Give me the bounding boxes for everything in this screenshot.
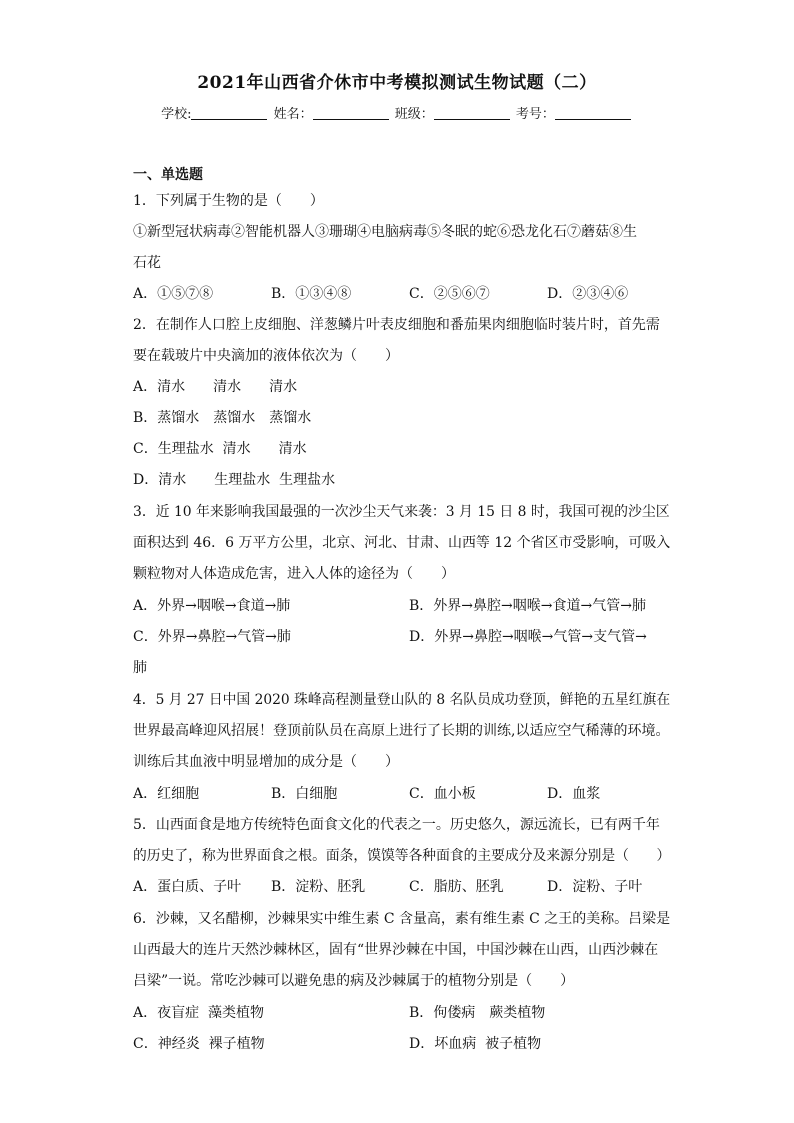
q6-option-a[interactable]: A．夜盲症 藻类植物 — [133, 1005, 265, 1021]
q5-option-b[interactable]: B．淀粉、胚乳 — [271, 879, 366, 895]
exam-title: 2021年山西省介休市中考模拟测试生物试题（二） — [197, 73, 597, 93]
q6-option-b[interactable]: B．佝偻病 蕨类植物 — [409, 1005, 546, 1021]
q3-option-d-wrap: 肺 — [133, 660, 147, 676]
q1-option-c[interactable]: C．②⑤⑥⑦ — [409, 286, 490, 302]
q4-option-d[interactable]: D．血浆 — [547, 786, 601, 802]
q2-option-d[interactable]: D．清水 生理盐水 生理盐水 — [133, 472, 336, 488]
q5-stem-line1: 5．山西面食是地方传统特色面食文化的代表之一。历史悠久，源远流长，已有两千年 — [133, 817, 660, 833]
q1-option-d[interactable]: D．②③④⑥ — [547, 286, 629, 302]
q2-option-b[interactable]: B．蒸馏水 蒸馏水 蒸馏水 — [133, 410, 312, 426]
q2-stem-line1: 2．在制作人口腔上皮细胞、洋葱鳞片叶表皮细胞和番茄果肉细胞临时装片时，首先需 — [133, 317, 660, 333]
q6-stem-line2: 山西最大的连片天然沙棘林区，固有“世界沙棘在中国，中国沙棘在山西，山西沙棘在 — [133, 942, 659, 958]
q3-stem-line3: 颗粒物对人体造成危害，进入人体的途径为（ ） — [133, 566, 455, 582]
q4-option-a[interactable]: A．红细胞 — [133, 786, 200, 802]
q4-stem-line1: 4．5 月 27 日中国 2020 珠峰高程测量登山队的 8 名队员成功登顶，鲜艳的五星红旗在 — [133, 692, 671, 708]
q5-option-d[interactable]: D．淀粉、子叶 — [547, 879, 643, 895]
q6-stem-line3: 吕梁”一说。常吃沙棘可以避免患的病及沙棘属于的植物分别是（ ） — [133, 973, 575, 989]
q2-stem-line2: 要在载玻片中央滴加的液体依次为（ ） — [133, 348, 399, 364]
q5-option-c[interactable]: C．脂肪、胚乳 — [409, 879, 504, 895]
student-info-line — [0, 103, 794, 122]
q6-option-c[interactable]: C．神经炎 裸子植物 — [133, 1036, 265, 1052]
exam-number-blank[interactable] — [555, 107, 631, 120]
q3-option-d[interactable]: D．外界→鼻腔→咽喉→气管→支气管→ — [409, 629, 647, 645]
school-label: 学校: — [161, 107, 192, 122]
exam-number-label: 考号： — [515, 107, 555, 122]
q2-option-c[interactable]: C．生理盐水 清水 清水 — [133, 441, 307, 457]
q1-items-line2: 石花 — [133, 255, 161, 271]
name-label: 姓名： — [273, 107, 313, 122]
class-label: 班级： — [394, 107, 434, 122]
q1-option-a[interactable]: A．①⑤⑦⑧ — [133, 286, 214, 302]
q2-option-a[interactable]: A．清水 清水 清水 — [133, 379, 298, 395]
q6-option-d[interactable]: D．坏血病 被子植物 — [409, 1036, 542, 1052]
q1-items-line1: ①新型冠状病毒②智能机器人③珊瑚④电脑病毒⑤冬眠的蛇⑥恐龙化石⑦蘑菇⑧生 — [133, 224, 637, 240]
q5-stem-line2: 的历史了，称为世界面食之根。面条，馍馍等各种面食的主要成分及来源分别是（ ） — [133, 848, 671, 864]
q3-option-c[interactable]: C．外界→鼻腔→气管→肺 — [133, 629, 291, 645]
q4-stem-line2: 世界最高峰迎风招展！登顶前队员在高原上进行了长期的训练,以适应空气稀薄的环境。 — [133, 723, 670, 739]
name-blank[interactable] — [313, 107, 389, 120]
q3-option-b[interactable]: B．外界→鼻腔→咽喉→食道→气管→肺 — [409, 598, 646, 614]
q3-stem-line2: 面积达到 46．6 万平方公里，北京、河北、甘肃、山西等 12 个省区市受影响，可吸入 — [133, 535, 671, 551]
q6-stem-line1: 6．沙棘，又名醋柳，沙棘果实中维生素 C 含量高，素有维生素 C 之王的美称。吕梁是 — [133, 911, 671, 927]
class-blank[interactable] — [434, 107, 510, 120]
school-blank[interactable] — [191, 107, 267, 120]
q4-option-c[interactable]: C．血小板 — [409, 786, 476, 802]
q5-option-a[interactable]: A．蛋白质、子叶 — [133, 879, 242, 895]
q1-stem: 1．下列属于生物的是（ ） — [133, 193, 324, 209]
section-heading: 一、单选题 — [133, 167, 203, 183]
q3-stem-line1: 3．近 10 年来影响我国最强的一次沙尘天气来袭：3 月 15 日 8 时，我国可视的沙尘区 — [133, 504, 670, 520]
q1-option-b[interactable]: B．①③④⑧ — [271, 286, 352, 302]
q4-option-b[interactable]: B．白细胞 — [271, 786, 338, 802]
q4-stem-line3: 训练后其血液中明显增加的成分是（ ） — [133, 754, 399, 770]
q3-option-a[interactable]: A．外界→咽喉→食道→肺 — [133, 598, 291, 614]
